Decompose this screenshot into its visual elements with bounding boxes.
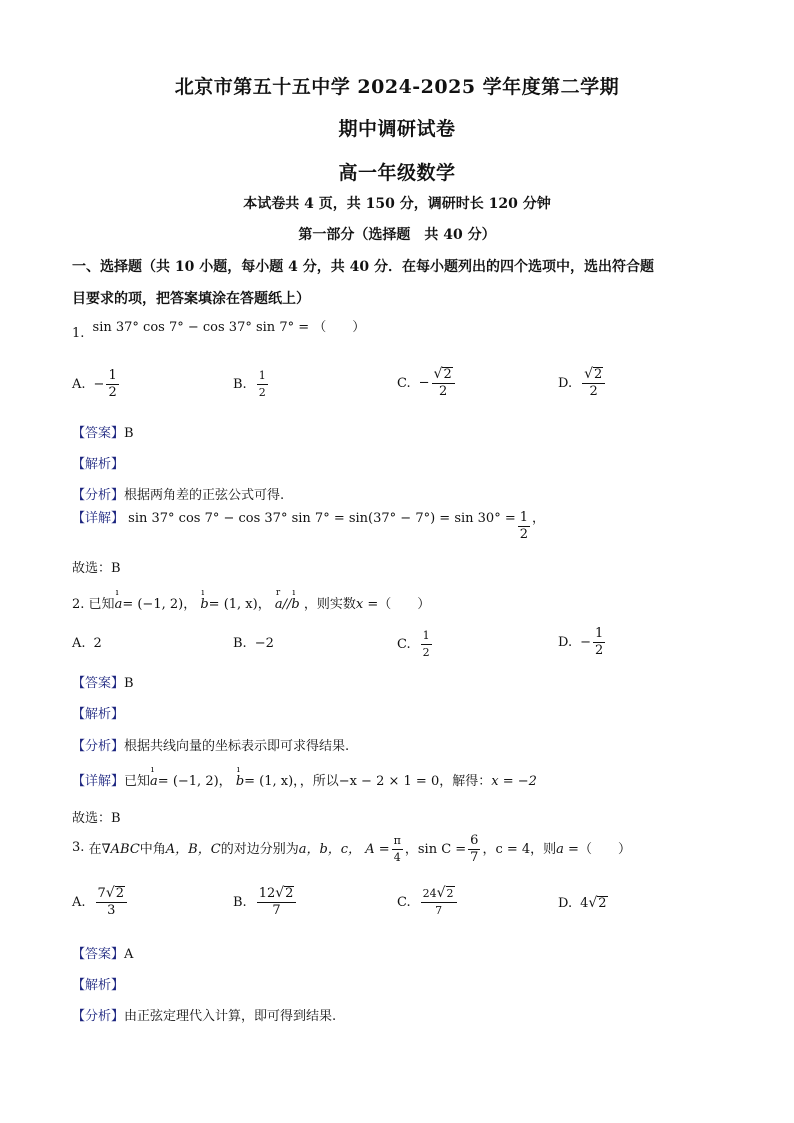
detail-tail: ， [532,511,546,526]
q3-analysis-head [72,974,124,993]
radicand: 2 [443,367,452,382]
detail-a-value: = (−1, 2)， [157,774,232,789]
q2-analysis-head [72,703,124,722]
q2-suffix: ，则实数 [303,597,356,612]
fraction [432,366,455,400]
q3-option-c [397,885,459,919]
vector-arrow-icon: ı [115,588,119,598]
numerator: 1 [595,626,604,641]
numerator [96,885,127,903]
answer-tag: 【答案】 [72,947,125,962]
option-label: B. [233,894,247,910]
analysis-tag: 【解析】 [72,457,125,472]
exam-subtitle: 期中调研试卷 [338,118,456,140]
q1-paren: （ ） [313,320,366,335]
radicand: 2 [594,367,603,382]
numerator: 1 [108,368,117,383]
option-label: A. [72,377,86,392]
vector-arrow-icon: ı [292,588,296,598]
detail-solve: ，解得： [439,774,492,789]
fraction [421,628,432,661]
q3-A-equals: A = [365,842,390,857]
denominator: 7 [272,903,281,918]
q3-answer [72,943,133,962]
denominator: 2 [258,386,266,399]
denominator: 4 [393,851,401,864]
q1-expression: sin 37° cos 7° − cos 37° sin 7° = [92,320,310,335]
q3-analysis [72,1005,336,1024]
fraction [421,885,457,919]
part-heading: 第一部分（选择题 共 40 分） [298,227,496,243]
vector-b: ı b [235,765,245,789]
option-label: D. [558,375,573,391]
fraction [106,368,118,401]
vector-a: r a [274,588,283,612]
exam-title: 北京市第五十五中学 2024-2025 学年度第二学期 [174,76,620,98]
vector-arrow-icon: ı [151,765,154,775]
detail-tag: 【详解】 [72,774,125,789]
q2-detail [72,765,537,789]
radical-sign: √ [275,885,285,901]
q1-analysis-head [72,453,124,472]
sqrt [437,885,455,901]
numerator [421,885,457,903]
q3-paren: （ ） [578,842,631,857]
q1-answer [72,422,134,441]
q1-option-d [558,366,607,400]
q3-text: 在 [88,842,102,857]
numerator: 1 [421,628,432,645]
radical-sign: √ [588,895,598,911]
q2-prefix: 已知 [88,597,115,612]
fenxi-tag: 【分析】 [72,1009,125,1024]
analysis-text: 根据共线向量的坐标表示即可求得结果. [124,739,350,754]
option-label: D. [558,896,573,911]
detail-equation: −x − 2 × 1 = 0 [338,774,440,789]
answer-value: B [124,426,134,441]
sqrt [588,895,607,911]
option-text: 2 [93,636,102,651]
exam-info: 本试卷共 4 页，共 150 分，调研时长 120 分钟 [243,196,551,212]
numerator: 6 [470,833,479,848]
q2-b-value: = (1, x)， [208,597,271,612]
radicand: 2 [285,886,294,901]
fraction [518,510,530,543]
triangle-symbol: ∇ABC [101,842,140,857]
q3-text: 的对边分别为 [220,842,299,857]
fenxi-tag: 【分析】 [72,739,125,754]
denominator: 2 [595,643,604,658]
option-label: C. [397,375,411,391]
numerator: 1 [519,510,529,525]
numerator [257,885,297,903]
section-instructions-line2: 目要求的项，把答案填涂在答题纸上） [72,291,310,307]
q2-option-b [233,636,274,651]
q3-angles: A，B，C [165,842,221,857]
fraction [468,833,480,866]
numerator [432,366,455,384]
q3-sinC: ，sin C = [404,842,467,857]
q2-option-c [397,628,434,661]
q3-option-a [72,885,129,919]
sqrt [584,366,603,382]
vector-b: ı b [291,588,300,612]
option-label: A. [72,636,86,651]
q3-a-equals: a = [556,842,579,857]
radical-sign: √ [433,366,443,382]
choose-value: B [111,561,121,576]
q1-stem [72,322,365,341]
q2-x-equals: x = [355,597,379,612]
fraction [392,833,403,866]
q2-answer [72,672,134,691]
q3-option-b [233,885,298,919]
denominator: 2 [589,384,598,399]
q3-text: 中角 [139,842,166,857]
numerator: 1 [257,368,268,385]
denominator: 3 [107,903,116,918]
fraction [257,368,268,401]
q3-option-d [558,895,608,911]
option-label: A. [72,894,86,910]
radicand: 2 [446,887,454,900]
detail-result: x = −2 [491,774,537,789]
coefficient: 12 [258,886,276,901]
option-label: C. [397,894,411,910]
option-sign: − [580,635,591,650]
vector-a: ı a [150,765,158,789]
q2-analysis [72,735,349,754]
section-instructions-line1: 一、选择题（共 10 小题，每小题 4 分，共 40 分．在每小题列出的四个选项中，选出符合题 [72,259,654,275]
fraction [593,626,605,659]
option-label: B. [233,377,247,392]
numerator: π [392,833,403,850]
sqrt [106,885,125,901]
analysis-text: 由正弦定理代入计算，即可得到结果. [124,1009,337,1024]
coefficient: 4 [580,896,589,911]
detail-b-value: = (1, x)， [244,774,300,789]
radical-sign: √ [436,885,446,901]
q1-option-b [233,368,270,401]
choose-label: 故选： [72,811,112,826]
q2-number: 2. [72,597,85,612]
analysis-text: 根据两角差的正弦公式可得. [124,488,285,503]
vector-b: ı b [200,588,209,612]
vector-arrow-icon: r [275,588,281,598]
q2-choose [72,807,121,826]
denominator: 2 [438,384,448,399]
option-label: C. [397,637,411,652]
denominator: 2 [422,646,430,659]
choose-label: 故选： [72,561,112,576]
q1-detail [72,510,545,543]
numerator [582,366,605,384]
radicand: 2 [598,896,607,911]
q3-number: 3. [72,840,85,855]
radical-sign: √ [105,885,115,901]
q1-choose [72,557,121,576]
analysis-tag: 【解析】 [72,707,125,722]
q2-stem [72,588,431,612]
q3-c-equals: ，c = 4，则 [482,842,557,857]
fraction [582,366,605,400]
option-sign: − [93,377,105,392]
detail-prefix: 已知 [124,774,151,789]
exam-subject: 高一年级数学 [338,162,456,184]
denominator: 7 [470,850,479,865]
q1-option-c [397,366,457,400]
option-label: B. [233,636,247,651]
answer-tag: 【答案】 [72,676,125,691]
q2-option-a [72,636,102,651]
answer-tag: 【答案】 [72,426,125,441]
option-label: D. [558,635,573,650]
radicand: 2 [115,886,125,901]
sqrt [434,366,453,382]
vector-a: ı a [114,588,123,612]
sqrt [275,885,294,901]
coefficient: 7 [97,886,106,901]
q3-sides: a，b，c， [298,842,362,857]
denominator: 7 [435,904,443,917]
fraction [96,885,127,919]
denominator: 2 [519,527,529,542]
choose-value: B [111,811,121,826]
analysis-tag: 【解析】 [72,978,125,993]
vector-arrow-icon: ı [236,765,240,775]
answer-value: A [124,947,134,962]
detail-tag: 【详解】 [72,511,125,526]
q3-stem [72,833,631,866]
q2-option-d [558,626,607,659]
option-text: −2 [254,636,274,651]
vector-arrow-icon: ı [201,588,205,598]
q2-paren: （ ） [378,597,431,612]
fraction [257,885,297,919]
detail-mid: ，所以 [299,774,339,789]
q1-number: 1. [72,326,85,341]
q1-analysis [72,484,284,503]
detail-expression: sin 37° cos 7° − cos 37° sin 7° = sin(37° − 7°) = sin 30° = [128,511,516,526]
coefficient: 24 [422,887,437,900]
radical-sign: √ [584,366,594,382]
q1-option-a [72,368,121,401]
fenxi-tag: 【分析】 [72,488,125,503]
parallel-symbol: // [282,597,292,612]
q2-a-value: = (−1, 2)， [122,597,197,612]
answer-value: B [124,676,134,691]
denominator: 2 [108,385,117,400]
option-sign: − [418,375,430,391]
